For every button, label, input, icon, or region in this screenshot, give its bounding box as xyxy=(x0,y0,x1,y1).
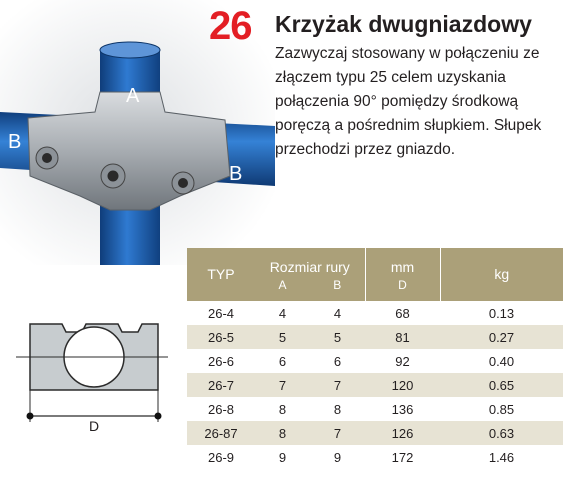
cell-typ: 26-9 xyxy=(207,449,235,465)
cell-kg: 0.63 xyxy=(440,421,563,445)
cell-typ: 26-87 xyxy=(187,421,255,445)
col-header-mm: mm xyxy=(365,248,440,277)
cell-typ: 26-5 xyxy=(187,325,255,349)
set-screw-icon xyxy=(101,164,125,188)
product-title: Krzyżak dwugniazdowy xyxy=(275,11,532,37)
cell-b: 5 xyxy=(310,325,365,349)
cell-a: 8 xyxy=(255,421,310,445)
cell-b: 7 xyxy=(310,421,365,445)
cell-b: 7 xyxy=(310,373,365,397)
photo-label-b-right: B xyxy=(229,163,243,185)
cell-a: 5 xyxy=(255,325,310,349)
cell-a: 9 xyxy=(278,449,287,465)
cell-kg: 0.13 xyxy=(488,305,515,321)
cell-kg: 0.27 xyxy=(440,325,563,349)
cell-d: 120 xyxy=(365,373,440,397)
table-row xyxy=(187,421,563,445)
cell-d: 81 xyxy=(365,325,440,349)
cell-typ: 26-6 xyxy=(207,353,235,369)
cell-d: 126 xyxy=(365,421,440,445)
set-screw-icon xyxy=(172,172,194,194)
cell-typ: 26-8 xyxy=(207,401,235,417)
cell-kg: 1.46 xyxy=(488,449,515,465)
set-screw-icon xyxy=(36,147,58,169)
product-description: Zazwyczaj stosowany w połączeniu ze złączem typu 25 celem uzyskania połączenia 90° pomiędzy środkową poręczą a pośrednim słupkiem. Słupek przechodzi przez gniazdo. xyxy=(275,45,542,158)
col-header-rozmiar: Rozmiar rury xyxy=(255,248,365,277)
cell-d: 92 xyxy=(395,353,410,369)
cell-a: 8 xyxy=(278,401,287,417)
product-code: 26 xyxy=(209,4,252,48)
cell-a: 7 xyxy=(255,373,310,397)
col-header-b: B xyxy=(310,277,365,301)
table-row xyxy=(187,349,563,373)
cell-kg: 0.85 xyxy=(488,401,515,417)
cell-b: 6 xyxy=(333,353,342,369)
cross-section-diagram xyxy=(12,310,172,438)
col-header-a: A xyxy=(255,277,310,301)
cell-typ: 26-7 xyxy=(187,373,255,397)
cell-b: 4 xyxy=(333,305,342,321)
cell-kg: 0.40 xyxy=(488,353,515,369)
cell-typ: 26-4 xyxy=(207,305,235,321)
cell-d: 68 xyxy=(395,305,410,321)
cell-d: 136 xyxy=(391,401,414,417)
table-row xyxy=(187,325,563,349)
cell-a: 4 xyxy=(278,305,287,321)
photo-label-b-left: B xyxy=(8,131,22,153)
cell-a: 6 xyxy=(278,353,287,369)
cell-b: 9 xyxy=(333,449,342,465)
col-header-kg: kg xyxy=(440,248,563,301)
table-row xyxy=(187,373,563,397)
cell-d: 172 xyxy=(391,449,414,465)
cell-kg: 0.65 xyxy=(440,373,563,397)
col-header-typ: TYP xyxy=(187,248,255,301)
table-row xyxy=(187,445,563,469)
table-row xyxy=(187,397,563,421)
photo-label-a: A xyxy=(126,85,140,107)
spec-table xyxy=(187,248,563,469)
table-row xyxy=(187,301,563,325)
col-header-d: D xyxy=(365,277,440,301)
cell-b: 8 xyxy=(333,401,342,417)
dimension-label: D xyxy=(89,418,100,434)
